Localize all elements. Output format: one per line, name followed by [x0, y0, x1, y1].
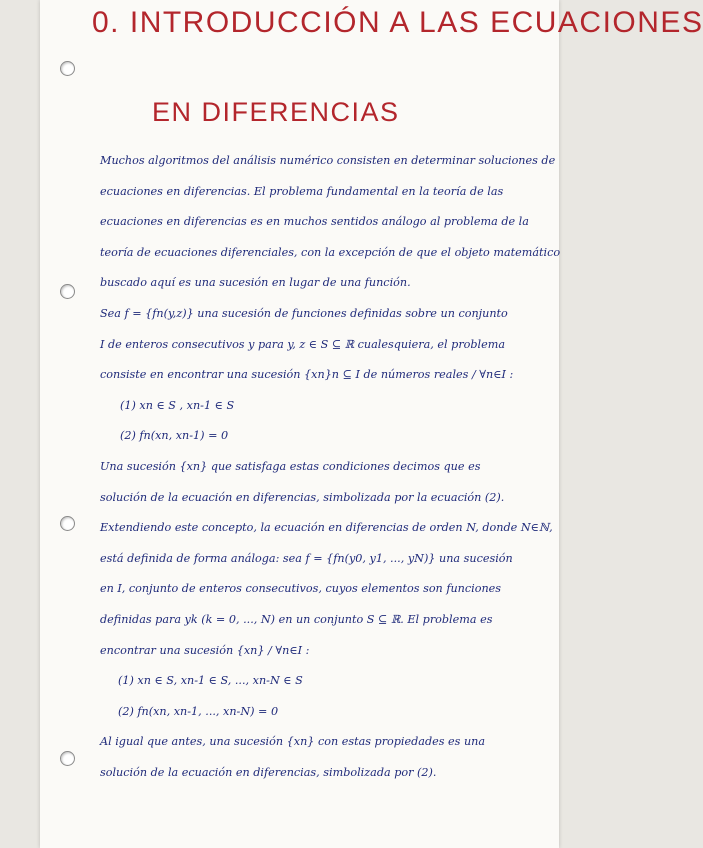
punch-hole	[60, 751, 75, 766]
conditions-list	[100, 391, 543, 452]
text-line: Extendiendo este concepto, la ecuación en diferencias de orden N, donde N∈ℕ,	[100, 521, 553, 535]
definition-paragraph	[100, 299, 543, 391]
order-n-conditions-list	[100, 666, 543, 727]
text-line: teoría de ecuaciones diferenciales, con la excepción de que el objeto matemático	[100, 245, 561, 259]
intro-paragraph	[100, 146, 561, 299]
text-line: en I, conjunto de enteros consecutivos, cuyos elementos son funciones	[100, 582, 502, 596]
page-title: 0. INTRODUCCIÓN A LAS ECUACIONES	[92, 6, 703, 39]
text-line: solución de la ecuación en diferencias, simbolizada por (2).	[100, 765, 437, 779]
text-line: Una sucesión {xn} que satisfaga estas condiciones decimos que es	[100, 459, 481, 473]
text-line: consiste en encontrar una sucesión {xn}n ⊆ I de números reales / ∀n∈I :	[100, 368, 514, 382]
text-line: ecuaciones en diferencias. El problema fundamental en la teoría de las	[100, 184, 504, 198]
text-line: Muchos algoritmos del análisis numérico consisten en determinar soluciones de	[100, 154, 556, 167]
text-line: está definida de forma análoga: sea f = {fn(y0, y1, ..., yN)} una sucesión	[100, 551, 513, 565]
condition-item: (2) fn(xn, xn-1) = 0	[120, 429, 229, 443]
text-line: ecuaciones en diferencias es en muchos sentidos análogo al problema de la	[100, 215, 529, 229]
condition-item: (2) fn(xn, xn-1, ..., xn-N) = 0	[118, 704, 279, 718]
closing-paragraph	[100, 727, 543, 788]
notes-body	[100, 146, 561, 788]
notebook-page	[40, 0, 703, 848]
punch-hole	[60, 61, 75, 76]
text-line: encontrar una sucesión {xn} / ∀n∈I :	[100, 643, 310, 657]
page-title-continuation: EN DIFERENCIAS	[152, 97, 400, 127]
text-line: I de enteros consecutivos y para y, z ∈ S ⊆ ℝ cualesquiera, el problema	[100, 337, 506, 351]
punch-hole	[60, 284, 75, 299]
condition-item: (1) xn ∈ S , xn-1 ∈ S	[120, 398, 235, 412]
condition-item: (1) xn ∈ S, xn-1 ∈ S, ..., xn-N ∈ S	[118, 674, 303, 688]
punch-hole	[60, 516, 75, 531]
text-line: Al igual que antes, una sucesión {xn} con estas propiedades es una	[100, 735, 486, 749]
text-line: solución de la ecuación en diferencias, simbolizada por la ecuación (2).	[100, 490, 505, 504]
text-line: buscado aquí es una sucesión en lugar de una función.	[100, 276, 411, 290]
text-line: definidas para yk (k = 0, ..., N) en un conjunto S ⊆ ℝ. El problema es	[100, 612, 493, 626]
order-n-paragraph	[100, 452, 553, 666]
text-line: Sea f = {fn(y,z)} una sucesión de funciones definidas sobre un conjunto	[100, 306, 508, 320]
